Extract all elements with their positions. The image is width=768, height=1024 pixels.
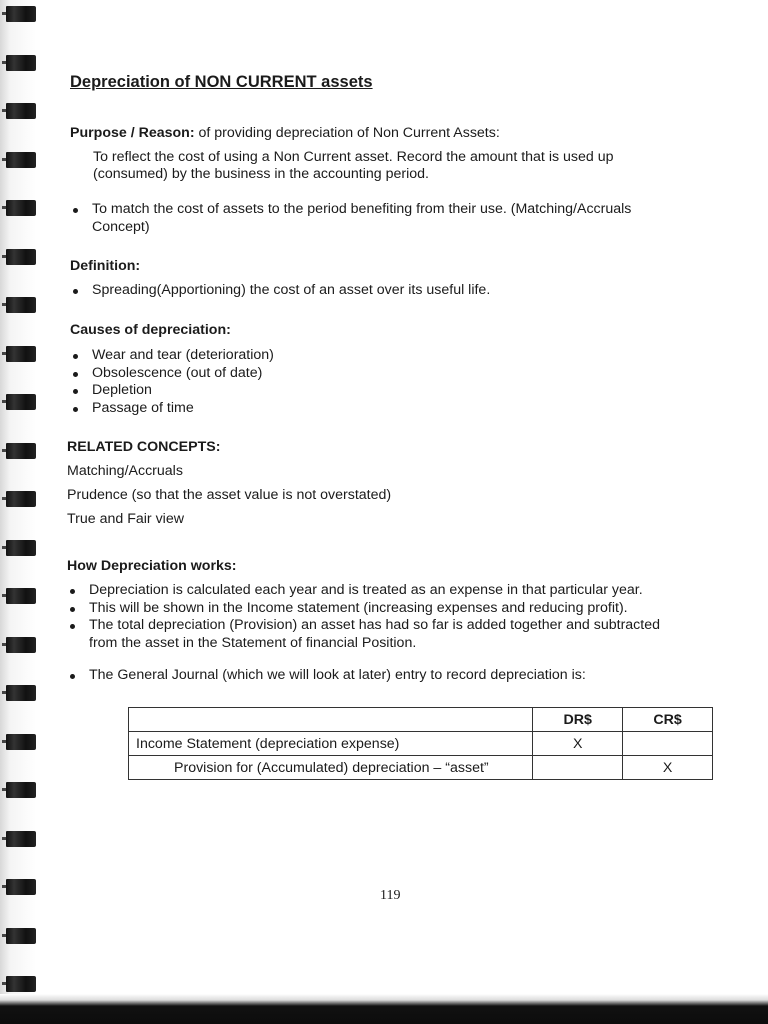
- purpose-text-line-1: To reflect the cost of using a Non Current asset. Record the amount that is used up: [93, 149, 614, 165]
- definition-heading: Definition:: [70, 258, 141, 274]
- page-number: 119: [380, 888, 401, 903]
- definition-list: [70, 282, 710, 300]
- purpose-bullet-line-1: To match the cost of assets to the period benefiting from their use. (Matching/Accruals: [92, 201, 632, 217]
- causes-heading: Causes of depreciation:: [70, 322, 231, 338]
- list-item: Wear and tear (deterioration): [70, 347, 710, 365]
- table-header-row: [129, 708, 713, 732]
- debit-cell: [533, 756, 623, 780]
- page-title: Depreciation of NON CURRENT assets: [70, 73, 373, 91]
- column-header: CR$: [623, 708, 713, 732]
- purpose-line: [70, 125, 500, 143]
- list-item: Obsolescence (out of date): [70, 365, 710, 383]
- related-concept-3: True and Fair view: [67, 511, 184, 527]
- causes-list: [70, 347, 710, 417]
- how-item-3-line-2: from the asset in the Statement of financial Position.: [89, 634, 417, 651]
- purpose-label: Purpose / Reason:: [70, 125, 195, 141]
- column-header: DR$: [533, 708, 623, 732]
- how-item-3-line-1: The total depreciation (Provision) an asset has had so far is added together and subtracted: [89, 617, 660, 633]
- related-concept-2: Prudence (so that the asset value is not overstated): [67, 487, 392, 503]
- list-item: Depletion: [70, 382, 710, 400]
- table-row: [129, 756, 713, 780]
- list-item: The General Journal (which we will look at later) entry to record depreciation is:: [67, 667, 727, 685]
- account-cell: Income Statement (depreciation expense): [129, 732, 533, 756]
- table-row: [129, 732, 713, 756]
- credit-cell: X: [623, 756, 713, 780]
- journal-table: [128, 707, 713, 780]
- account-cell: Provision for (Accumulated) depreciation – “asset”: [129, 756, 533, 780]
- how-list: [67, 582, 727, 652]
- debit-cell: X: [533, 732, 623, 756]
- list-item: [70, 201, 710, 236]
- journal-intro-list: [67, 667, 727, 685]
- column-header: [129, 708, 533, 732]
- purpose-bullet-list: [70, 201, 710, 236]
- purpose-text-line-2: (consumed) by the business in the accounting period.: [93, 166, 429, 182]
- credit-cell: [623, 732, 713, 756]
- list-item: Depreciation is calculated each year and is treated as an expense in that particular year.: [67, 582, 727, 600]
- list-item: This will be shown in the Income statement (increasing expenses and reducing profit).: [67, 600, 727, 618]
- related-concept-1: Matching/Accruals: [67, 463, 183, 479]
- purpose-bullet-line-2: Concept): [92, 218, 150, 235]
- list-item: [67, 617, 727, 652]
- list-item: Spreading(Apportioning) the cost of an asset over its useful life.: [70, 282, 710, 300]
- related-concepts-heading: RELATED CONCEPTS:: [67, 439, 221, 455]
- purpose-rest: of providing depreciation of Non Current Assets:: [194, 125, 500, 141]
- list-item: Passage of time: [70, 400, 710, 418]
- how-heading: How Depreciation works:: [67, 558, 237, 574]
